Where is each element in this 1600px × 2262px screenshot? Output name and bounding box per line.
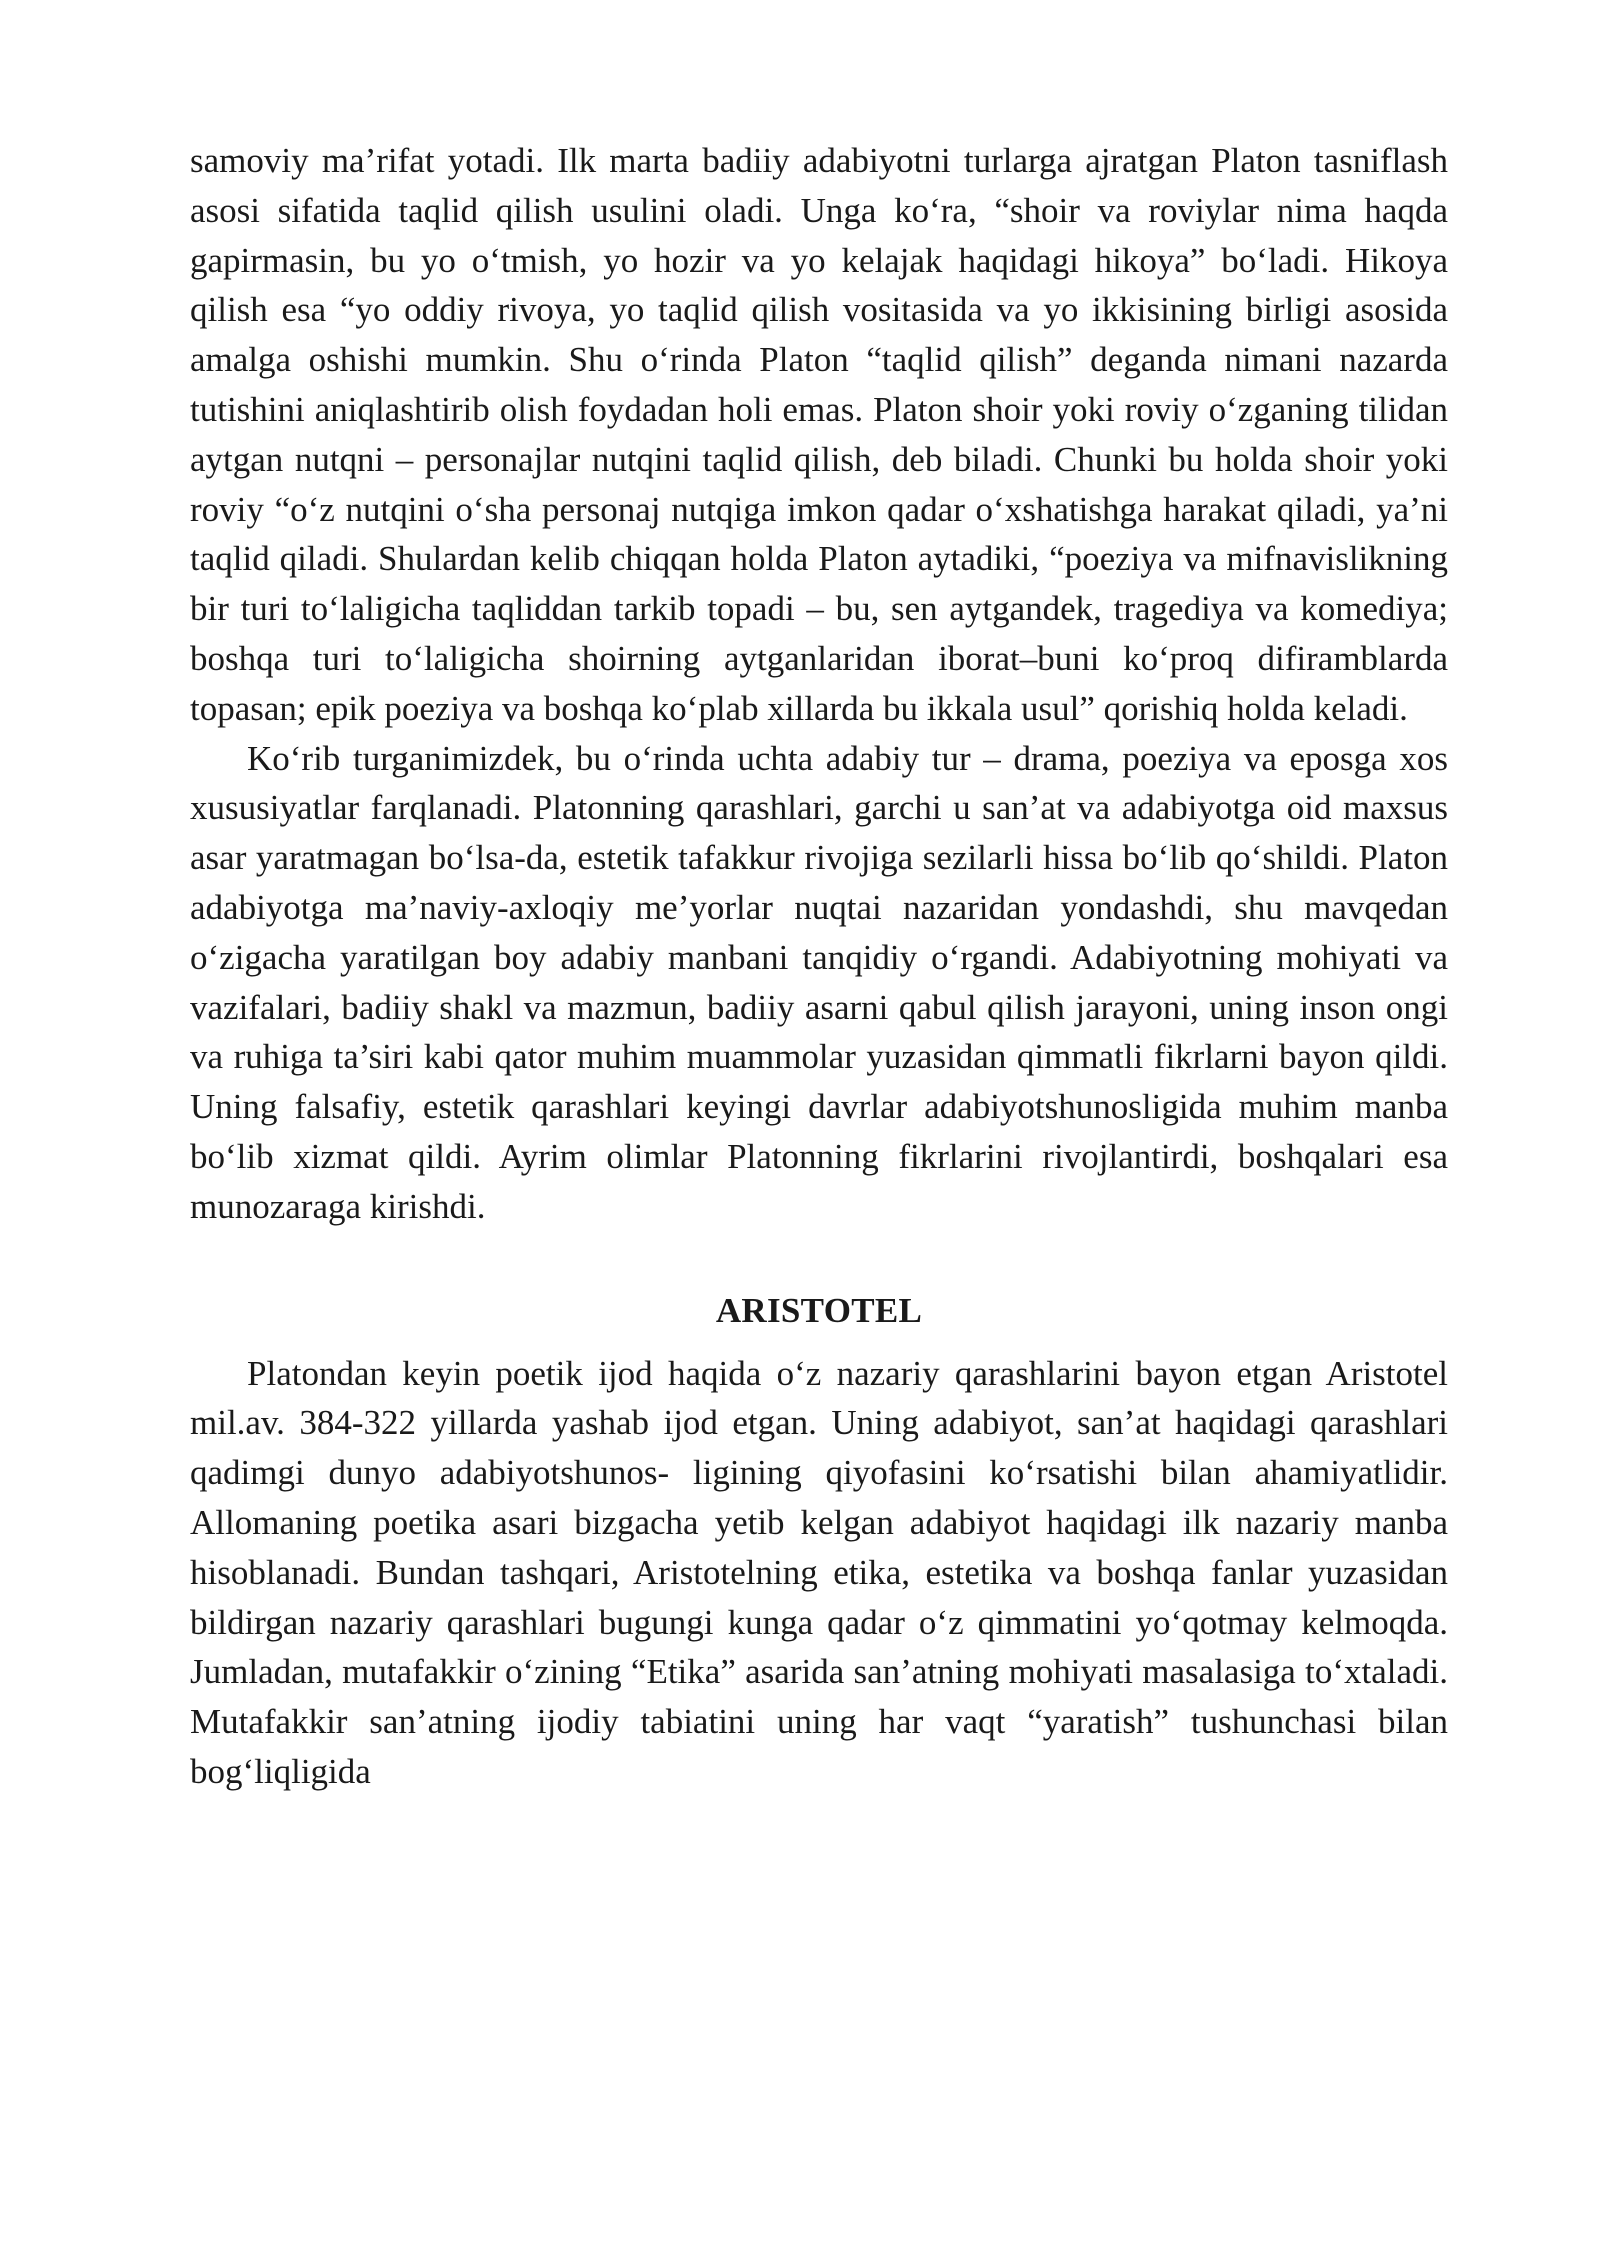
section-heading-aristotel: ARISTOTEL — [715, 1290, 923, 1330]
paragraph-platon-taqlid: samoviy ma’rifat yotadi. Ilk marta badiiy adabiyotni turlarga ajratgan Platon tasniflash asosi sifatida taqlid qilish usulini oladi. Unga ko‘ra, “shoir va roviylar nima haqda gapirmasin, bu yo o‘tmish, yo hozir va yo kelajak haqidagi hikoya” bo‘ladi. Hikoya qilish esa “yo oddiy rivoya, yo taqlid qilish vositasida va yo ikkisining birligi asosida amalga oshishi mumkin. Shu o‘rinda Platon “taqlid qilish” deganda nimani nazarda tutishini aniqlashtirib olish foydadan holi emas. Platon shoir yoki roviy o‘zganing tilidan aytgan nutqni – personajlar nutqini taqlid qilish, deb biladi. Chunki bu holda shoir yoki roviy “o‘z nutqini o‘sha personaj nutqiga imkon qadar o‘xshatishga harakat qiladi, ya’ni taqlid qiladi. Shulardan kelib chiqqan holda Platon aytadiki, “poeziya va mifnavislikning bir turi to‘laligicha taqliddan tarkib topadi – bu, sen aytgandek, tragediya va komediya; boshqa turi to‘laligicha shoirning aytganlaridan iborat–buni ko‘proq difiramblarda topasan; epik poeziya va boshqa ko‘plab xillarda bu ikkala usul” qorishiq holda keladi. — [190, 141, 1448, 728]
document-page — [190, 136, 1448, 1797]
paragraph-aristotel: Platondan keyin poetik ijod haqida o‘z nazariy qarashlarini bayon etgan Aristotel mil.av. 384-322 yillarda yashab ijod etgan. Uning adabiyot, san’at haqidagi qarashlari qadimgi dunyo adabiyotshunos- ligining qiyofasini ko‘rsatishi bilan ahamiyatlidir. Allomaning poetika asari bizgacha yetib kelgan adabiyot haqidagi ilk nazariy manba hisoblanadi. Bundan tashqari, Aristotelning etika, estetika va boshqa fanlar yuzasidan bildirgan nazariy qarashlari bugungi kunga qadar o‘z qimmatini yo‘qotmay kelmoqda. Jumladan, mutafakkir o‘zining “Etika” asarida san’atning mohiyati masalasiga to‘xtaladi. Mutafakkir san’atning ijodiy tabiatini uning har vaqt “yaratish” tushunchasi bilan bog‘liqligida — [190, 1353, 1448, 1791]
paragraph-platon-summary: Ko‘rib turganimizdek, bu o‘rinda uchta adabiy tur – drama, poeziya va eposga xos xususiyatlar farqlanadi. Platonning qarashlari, garchi u san’at va adabiyotga oid maxsus asar yaratmagan bo‘lsa-da, estetik tafakkur rivojiga sezilarli hissa bo‘lib qo‘shildi. Platon adabiyotga ma’naviy-axloqiy me’yorlar nuqtai nazaridan yondashdi, shu mavqedan o‘zigacha yaratilgan boy adabiy manbani tanqidiy o‘rgandi. Adabiyotning mohiyati va vazifalari, badiiy shakl va mazmun, badiiy asarni qabul qilish jarayoni, uning inson ongi va ruhiga ta’siri kabi qator muhim muammolar yuzasidan qimmatli fikrlarni bayon qildi. Uning falsafiy, estetik qarashlari keyingi davrlar adabiyotshunosligida muhim manba bo‘lib xizmat qildi. Ayrim olimlar Platonning fikrlarini rivojlantirdi, boshqalari esa munozaraga kirishdi. — [190, 738, 1448, 1226]
